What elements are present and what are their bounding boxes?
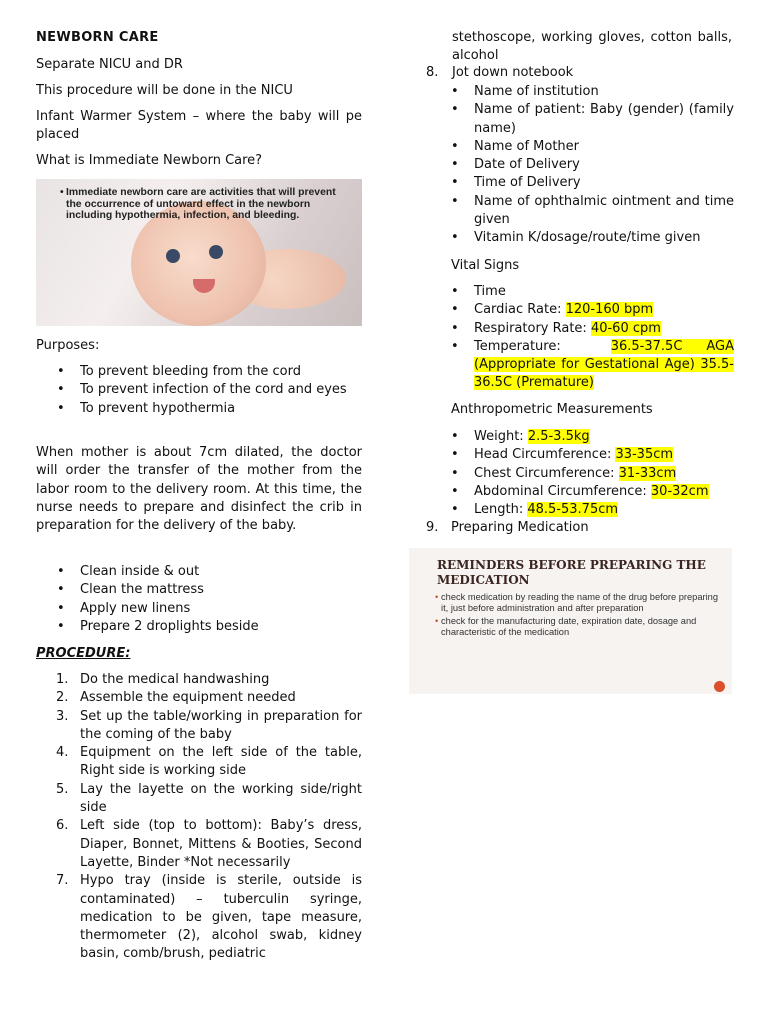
list-text: Set up the table/working in preparation for the coming of the baby xyxy=(80,708,362,742)
list-item: • Name of ophthalmic ointment and time given xyxy=(426,193,734,230)
weight-label: Weight: xyxy=(474,429,528,444)
anthropometric-list xyxy=(426,428,746,519)
list-item xyxy=(426,320,734,338)
length-value: 48.5-53.75cm xyxy=(527,502,619,518)
image-caption-text: Immediate newborn care are activities that will prevent the occurrence of untoward effect in the newborn including hypothermia, infection, and bleeding. xyxy=(66,187,336,222)
medication-reminders-slide xyxy=(409,548,732,694)
abd-label: Abdominal Circumference: xyxy=(474,483,651,499)
list-item: • To prevent hypothermia xyxy=(36,400,362,418)
transfer-paragraph: When mother is about 7cm dilated, the doctor will order the transfer of the mother from the labor room to the delivery room. At this time, the nurse needs to prepare and disinfect the crib in preparation for the delivery of the baby. xyxy=(36,445,362,534)
purposes-label: Purposes: xyxy=(36,338,100,353)
slide-title: REMINDERS BEFORE PREPARING THE MEDICATION xyxy=(437,558,706,587)
head-label: Head Circumference: xyxy=(474,447,616,463)
crib-steps-list xyxy=(36,563,362,636)
list-item xyxy=(36,708,362,745)
list-item: • Time of Delivery xyxy=(426,174,734,192)
bullet-icon: • xyxy=(60,187,64,198)
list-item xyxy=(426,446,746,464)
procedure-list xyxy=(36,671,362,964)
image-caption xyxy=(60,187,352,222)
list-number: 6. xyxy=(56,818,69,834)
list-text: Do the medical handwashing xyxy=(80,672,270,687)
newborn-photo xyxy=(36,179,362,326)
list-text: Hypo tray (inside is sterile, outside is contaminated) – tuberculin syringe, medication to be given, tape measure, thermometer (2), alcohol swab, kidney basin, comb/brush, pediatric xyxy=(80,873,362,962)
list-number: 3. xyxy=(56,708,69,724)
anthropometric-label: Anthropometric Measurements xyxy=(451,402,653,417)
purposes-list xyxy=(36,363,362,418)
baby-eye xyxy=(209,245,223,259)
resp-value: 40-60 cpm xyxy=(590,320,661,336)
slide-body xyxy=(437,592,725,640)
list-item: • Clean inside & out xyxy=(36,563,362,581)
notebook-list xyxy=(426,83,734,248)
procedure-label: PROCEDURE: xyxy=(36,646,131,661)
list-item xyxy=(426,301,734,319)
slide-dot-icon xyxy=(714,681,725,692)
list-text: Assemble the equipment needed xyxy=(80,690,296,706)
list-number: 2. xyxy=(56,690,69,706)
list-item xyxy=(36,872,362,963)
list-item: • To prevent bleeding from the cord xyxy=(36,363,362,381)
list-number: 9. xyxy=(426,520,439,535)
baby-eye xyxy=(166,249,180,263)
baby-mouth xyxy=(193,279,215,293)
list-number: 1. xyxy=(56,672,69,687)
temp-value: 36.5-37.5C AGA (Appropriate for Gestational Age) 35.5-36.5C (Premature) xyxy=(474,338,734,391)
list-item: • Prepare 2 droplights beside xyxy=(36,618,362,636)
list-item: • Vitamin K/dosage/route/time given xyxy=(426,229,734,247)
list-text: Left side (top to bottom): Baby’s dress, Diaper, Bonnet, Mittens & Booties, Second Layette, Binder *Not necessarily xyxy=(80,818,362,870)
continuation-text: stethoscope, working gloves, cotton balls, alcohol xyxy=(452,30,732,64)
list-item: • To prevent infection of the cord and eyes xyxy=(36,381,362,399)
intro-question: What is Immediate Newborn Care? xyxy=(36,153,263,168)
chest-label: Chest Circumference: xyxy=(474,465,619,481)
list-item: • Name of institution xyxy=(426,83,734,101)
list-item: • Time xyxy=(426,283,734,301)
list-number: 4. xyxy=(56,745,69,761)
item-9-label: Preparing Medication xyxy=(451,520,589,535)
list-text: Lay the layette on the working side/right side xyxy=(80,781,362,816)
list-item xyxy=(36,671,362,689)
list-number: 8. xyxy=(426,65,439,80)
list-item: • Clean the mattress xyxy=(36,581,362,599)
list-item: • Apply new linens xyxy=(36,600,362,618)
list-item xyxy=(426,338,734,393)
list-number: 5. xyxy=(56,781,69,797)
list-item xyxy=(36,817,362,872)
document-title: NEWBORN CARE xyxy=(36,30,159,45)
intro-line: Infant Warmer System – where the baby will pe placed xyxy=(36,109,362,143)
abd-value: 30-32cm xyxy=(650,483,709,499)
list-item xyxy=(36,744,362,781)
list-item xyxy=(426,483,746,501)
resp-label: Respiratory Rate: xyxy=(474,320,591,336)
slide-item: • check medication by reading the name of the drug before preparing it, just before administration and after preparation xyxy=(437,592,725,613)
weight-value: 2.5-3.5kg xyxy=(527,429,590,444)
list-item: • Date of Delivery xyxy=(426,156,734,174)
cardiac-label: Cardiac Rate: xyxy=(474,302,566,318)
vital-signs-list xyxy=(426,283,734,393)
cardiac-value: 120-160 bpm xyxy=(565,302,654,318)
list-text: Equipment on the left side of the table, Right side is working side xyxy=(80,745,362,779)
list-item: • Name of Mother xyxy=(426,138,734,156)
list-number: 7. xyxy=(56,873,69,889)
length-label: Length: xyxy=(474,502,528,518)
list-item xyxy=(426,428,746,446)
list-item xyxy=(36,689,362,707)
chest-value: 31-33cm xyxy=(618,465,677,481)
list-item xyxy=(426,465,746,483)
item-8-label: Jot down notebook xyxy=(452,65,574,80)
list-item: • Name of patient: Baby (gender) (family name) xyxy=(426,101,734,138)
slide-item: • check for the manufacturing date, expiration date, dosage and characteristic of the medication xyxy=(437,616,725,637)
list-item xyxy=(426,501,746,519)
intro-line: Separate NICU and DR xyxy=(36,57,183,72)
head-value: 33-35cm xyxy=(615,447,674,463)
intro-line: This procedure will be done in the NICU xyxy=(36,83,293,98)
vital-signs-label: Vital Signs xyxy=(451,258,520,273)
list-item xyxy=(36,781,362,818)
temp-label: Temperature: xyxy=(474,338,561,354)
